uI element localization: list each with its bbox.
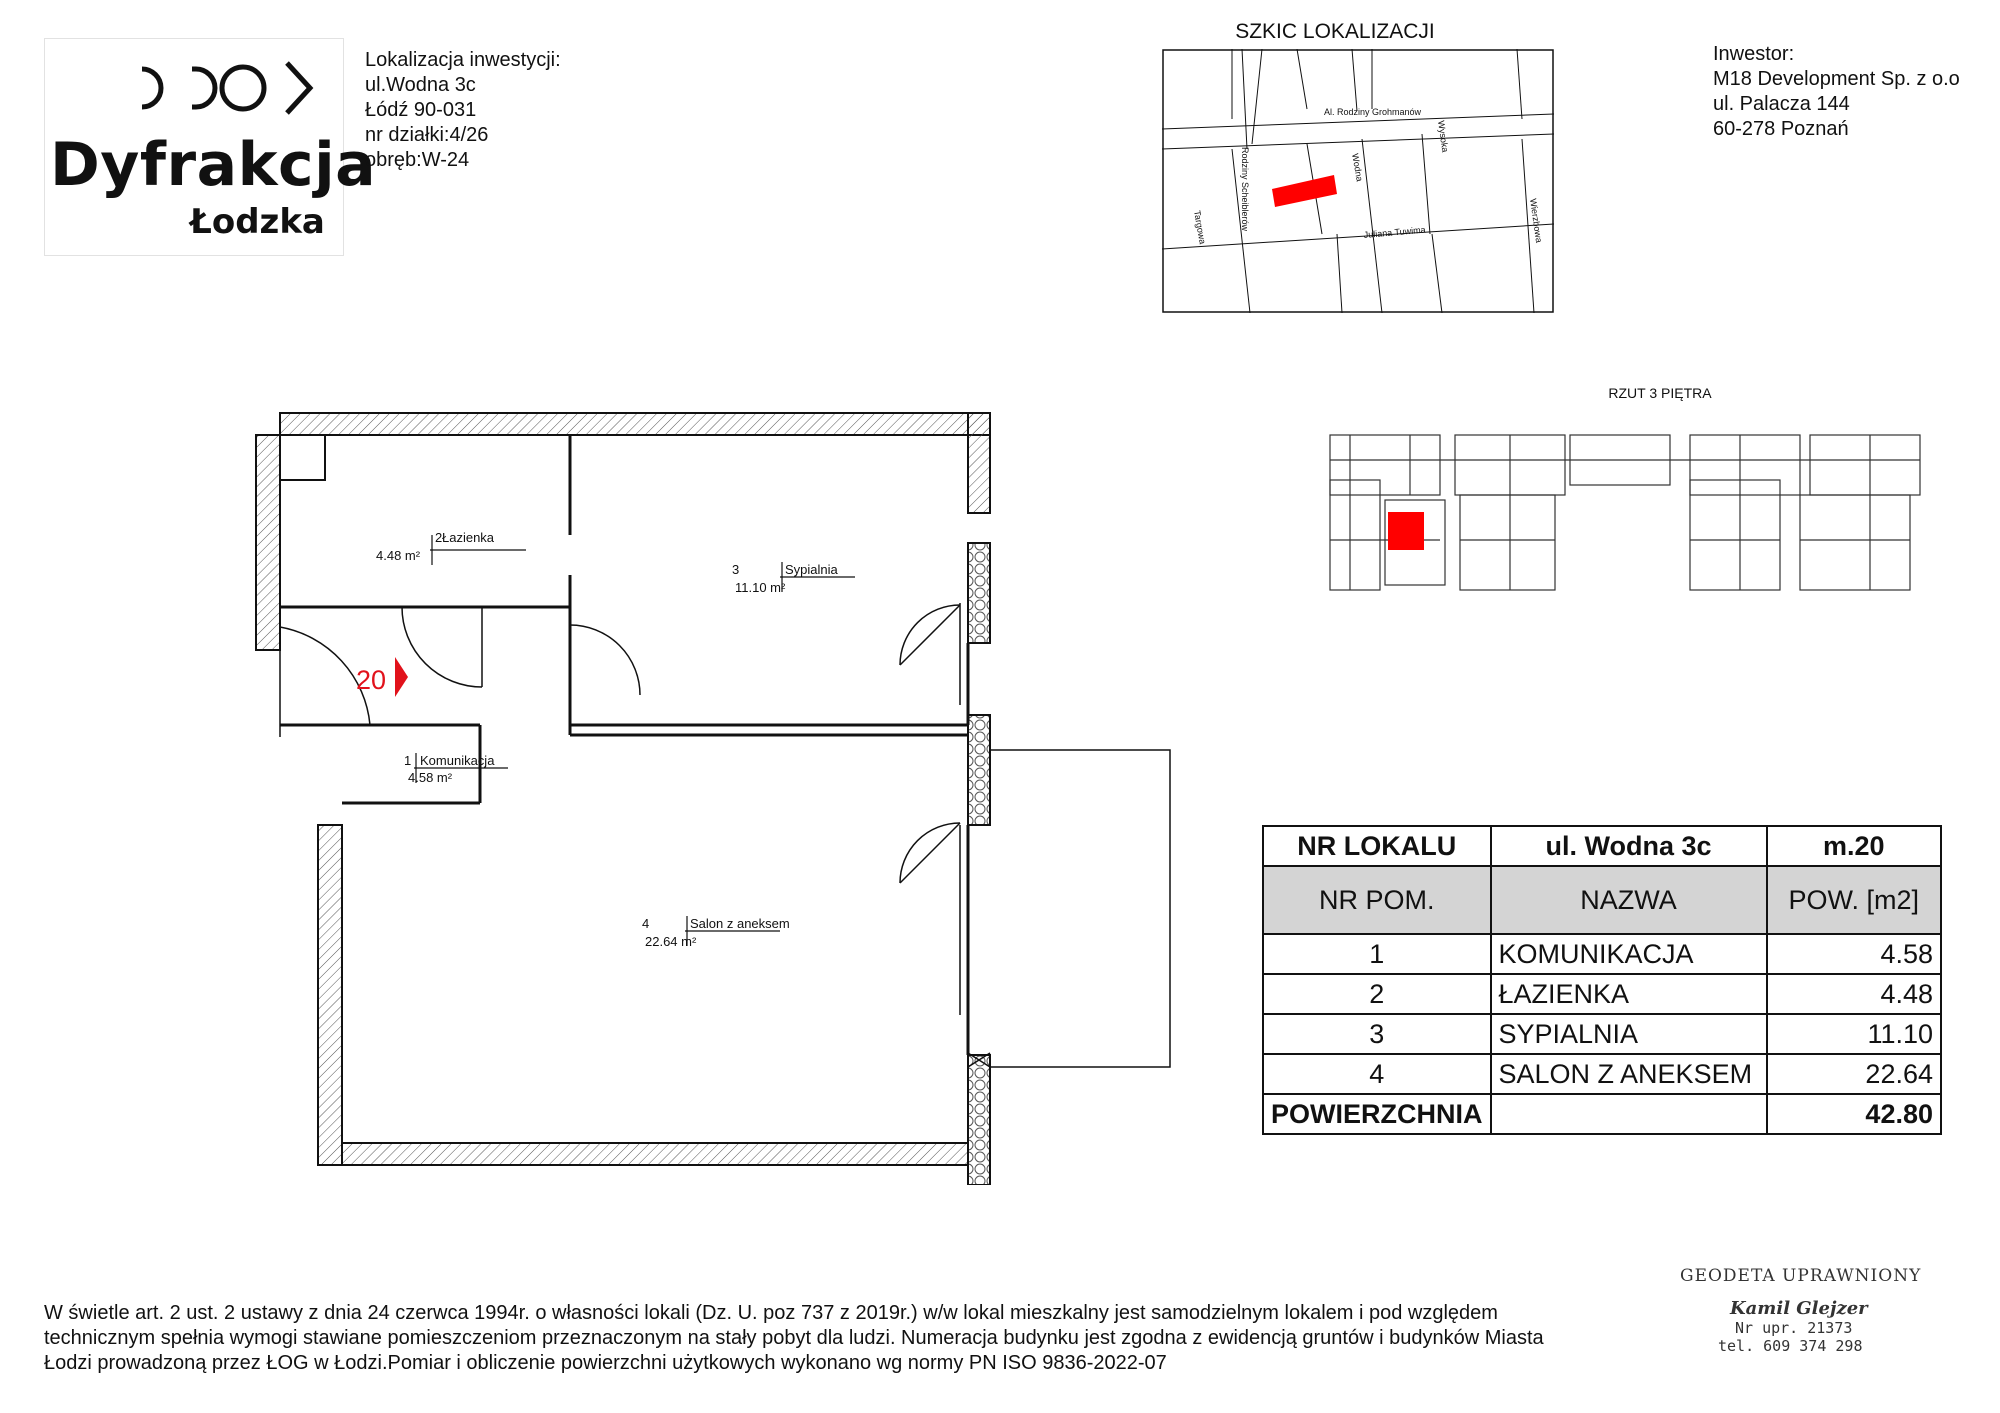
- map-street-label: Rodziny Scheiblerów: [1240, 147, 1250, 232]
- entrance-number: 20: [356, 665, 387, 695]
- floor-overview-title: RZUT 3 PIĘTRA: [1608, 385, 1712, 401]
- room-nr-cell: 4: [1263, 1054, 1491, 1094]
- map-title: SZKIC LOKALIZACJI: [1235, 20, 1435, 43]
- room-area-cell: 22.64: [1767, 1054, 1941, 1094]
- room-name-cell: ŁAZIENKA: [1491, 974, 1767, 1014]
- stamp-phone: tel. 609 374 298: [1718, 1337, 1863, 1355]
- room-area: 22.64 m²: [645, 934, 697, 949]
- investor-line: M18 Development Sp. z o.o: [1713, 68, 1960, 90]
- column-header: NR POM.: [1263, 866, 1491, 934]
- room-label-3: [732, 562, 855, 595]
- stamp-name: Kamil Glejzer: [1730, 1298, 1868, 1319]
- floor-apartment-marker: [1388, 512, 1424, 550]
- location-line: nr działki:4/26: [365, 124, 489, 146]
- column-header: POW. [m2]: [1767, 866, 1941, 934]
- room-area: 4.48 m²: [376, 548, 421, 563]
- map-street-label: Al. Rodziny Grohmanów: [1324, 107, 1422, 117]
- room-area: 11.10 m²: [735, 580, 786, 595]
- location-line: ul.Wodna 3c: [365, 74, 476, 96]
- floor-overview: [1310, 420, 1960, 600]
- unit-area-table: [1262, 825, 1942, 1140]
- legal-line: Łodzi prowadzoną przez ŁOG w Łodzi.Pomiar i obliczenie powierzchni użytkowych wykonano wg normy PN ISO 9836-2022-07: [44, 1352, 1167, 1374]
- table-header-row: [1263, 826, 1941, 866]
- location-line: Lokalizacja inwestycji:: [365, 49, 561, 71]
- table-header-label: NR LOKALU: [1263, 826, 1491, 866]
- room-number: 2: [435, 530, 443, 545]
- room-nr-cell: 1: [1263, 934, 1491, 974]
- room-label-4: [642, 916, 790, 949]
- room-number: 3: [732, 562, 740, 577]
- logo-title: Dyfrakcja: [50, 130, 377, 200]
- map-street-label: Wysoka: [1436, 119, 1451, 153]
- investor-line: ul. Palacza 144: [1713, 93, 1850, 115]
- surveyor-stamp: [1680, 1266, 1980, 1376]
- room-name: Komunikacja: [420, 753, 495, 768]
- location-map: [1162, 49, 1554, 313]
- map-street-label: Wierzbowa: [1528, 197, 1545, 244]
- room-label-2: [376, 530, 526, 565]
- total-label: POWIERZCHNIA: [1263, 1094, 1491, 1134]
- legal-line: W świetle art. 2 ust. 2 ustawy z dnia 24 czerwca 1994r. o własności lokali (Dz. U. poz 737 z 2019r.) w/w lokal mieszkalny jest samodzielnym lokalem i pod względem: [44, 1302, 1498, 1324]
- room-number: 1: [404, 753, 412, 768]
- column-header: NAZWA: [1491, 866, 1767, 934]
- table-row: [1263, 974, 1941, 1014]
- room-name: Łazienka: [442, 530, 495, 545]
- location-info: [365, 48, 561, 173]
- investor-line: Inwestor:: [1713, 43, 1795, 65]
- room-name-cell: SYPIALNIA: [1491, 1014, 1767, 1054]
- table-row: [1263, 1054, 1941, 1094]
- table-header-address: ul. Wodna 3c: [1491, 826, 1767, 866]
- stamp-title: GEODETA UPRAWNIONY: [1680, 1266, 1922, 1286]
- logo-mark-icon: [130, 55, 340, 121]
- apartment-floor-plan: [170, 395, 1180, 1185]
- table-row: [1263, 1014, 1941, 1054]
- room-nr-cell: 2: [1263, 974, 1491, 1014]
- map-street-label: Targowa: [1192, 209, 1208, 245]
- entrance-arrow-icon: [395, 657, 408, 697]
- room-name: Salon z aneksem: [690, 916, 790, 931]
- room-nr-cell: 3: [1263, 1014, 1491, 1054]
- legal-note: [44, 1301, 1664, 1376]
- total-area: 42.80: [1767, 1094, 1941, 1134]
- legal-line: technicznym spełnia wymogi stawiane pomieszczeniom przeznaczonym na stały pobyt dla ludzi. Numeracja budynku jest zgodna z ewidencją gruntów i budynków Miasta: [44, 1327, 1544, 1349]
- table-total-row: [1263, 1094, 1941, 1134]
- room-name-cell: KOMUNIKACJA: [1491, 934, 1767, 974]
- table-row: [1263, 934, 1941, 974]
- investor-info: [1713, 42, 1960, 142]
- map-street-label: Juliana Tuwima: [1363, 224, 1426, 240]
- logo-subtitle: Łodzka: [190, 202, 325, 242]
- room-name-cell: SALON Z ANEKSEM: [1491, 1054, 1767, 1094]
- table-column-row: [1263, 866, 1941, 934]
- map-street-label: Wodna: [1350, 152, 1365, 183]
- location-line: obręb:W-24: [365, 149, 470, 171]
- room-area-cell: 4.58: [1767, 934, 1941, 974]
- room-area-cell: 4.48: [1767, 974, 1941, 1014]
- investor-line: 60-278 Poznań: [1713, 118, 1849, 140]
- room-area-cell: 11.10: [1767, 1014, 1941, 1054]
- table-header-unit: m.20: [1767, 826, 1941, 866]
- room-name: Sypialnia: [785, 562, 838, 577]
- room-area: 4.58 m²: [408, 770, 453, 785]
- total-empty-cell: [1491, 1094, 1767, 1134]
- room-label-1: [404, 753, 508, 785]
- location-line: Łódź 90-031: [365, 99, 477, 121]
- stamp-license: Nr upr. 21373: [1735, 1319, 1853, 1337]
- room-number: 4: [642, 916, 650, 931]
